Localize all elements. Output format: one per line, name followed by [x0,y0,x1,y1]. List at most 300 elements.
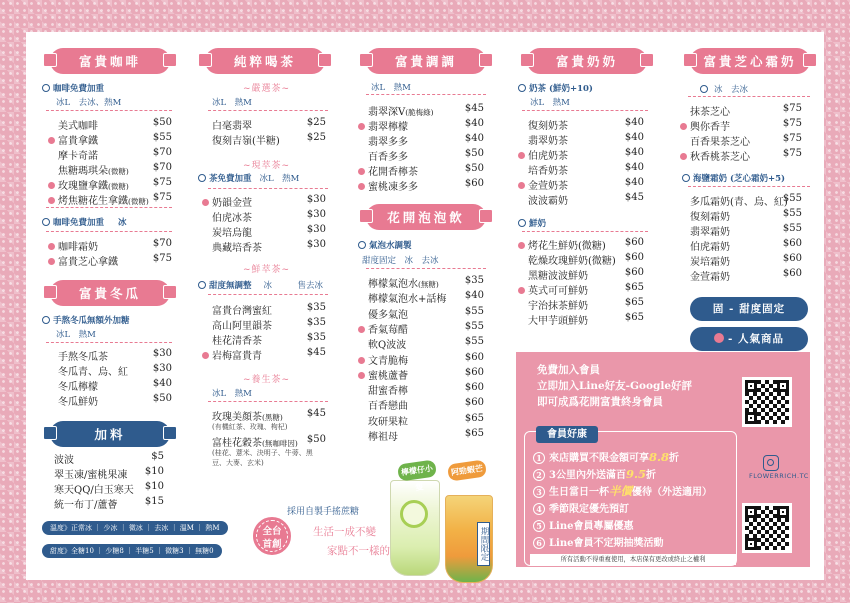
item-name-text: 伯虎奶茶 [528,151,568,162]
item-name [358,367,408,382]
coffee-temp: 冰L 去冰、熱M [56,98,122,108]
popular-dot-icon [358,326,365,333]
item-name-text: 冬瓜檸檬 [58,382,98,393]
menu-item [680,103,802,118]
pure-tea-sub-2: ~現萃茶~ [243,161,291,171]
cheese-header: 富貴芝心霜奶 [690,48,810,74]
item-price: $70 [152,162,172,173]
item-price: $40 [464,133,484,144]
fresh-milk-note: 鮮奶 [518,217,546,229]
item-name-text: 伯虎霜奶 [690,242,730,253]
item-name [48,363,128,378]
item-name-text: 玫瑰美顏茶 [212,412,262,423]
item-name-text: 秋香桃茶芝心 [690,152,750,163]
item-price: $75 [782,148,802,159]
menu-item [48,147,172,162]
popular-dot-icon [518,182,525,189]
membership-benefit [533,483,712,499]
item-name [680,193,788,208]
menu-item [358,118,484,133]
menu-item [358,306,484,321]
menu-item [680,268,802,283]
item-price: $65 [464,428,484,439]
item-name [680,268,730,283]
item-name-text: 抹茶芝心 [690,107,730,118]
item-ingredients: (有機紅茶、玫瑰、枸杞) [212,423,288,431]
item-name-text: 美式咖啡 [58,121,98,132]
item-name [358,148,408,163]
ornament-icon [163,285,177,299]
menu-item [358,367,484,382]
menu-item [680,133,802,148]
item-name-text: 文青脆梅 [368,355,408,367]
item-name-text: 翠玉凍/蜜桃果凍 [54,470,128,481]
menu-item [518,282,644,297]
menu-item [202,317,326,332]
ornament-icon [479,209,493,223]
popular-badge: - 人氣商品 [690,327,808,351]
item-name [202,224,252,239]
item-price: $30 [306,209,326,220]
ornament-icon [359,209,373,223]
ornament-icon [43,285,57,299]
temperature-legend: 溫度》正常冰 ｜ 少冰 ｜ 微冰 ｜ 去冰 ｜ 溫M ｜ 熱M [42,521,228,535]
benefit-text: Line會員專屬優惠 [549,521,634,532]
menu-item [202,239,326,254]
item-name [680,238,730,253]
item-name [48,117,98,132]
item-price: $15 [144,496,164,507]
item-note: (微糖) [128,197,149,206]
item-name [518,282,588,297]
item-name [358,352,408,367]
item-price: $55 [464,336,484,348]
item-name [44,451,74,466]
popular-dot-icon [680,123,687,130]
note-icon [42,218,50,226]
item-price: $40 [464,290,484,302]
menu-item [48,348,172,363]
menu-item [358,163,484,178]
item-price: $40 [624,147,644,158]
menu-item [202,332,326,347]
item-name-text: 富貴台灣蜜紅 [212,306,272,317]
item-name [48,177,129,192]
item-name [48,162,129,177]
item-name-text: 波波霸奶 [528,196,568,207]
menu-item [518,192,644,207]
coffee-note-2: 咖啡免費加重 冰 [42,216,127,228]
item-name [48,192,149,207]
item-price: $60 [624,237,644,248]
menu-item [518,267,644,282]
ornament-icon [359,53,373,67]
menu-item [202,194,326,209]
menu-item [48,192,172,207]
menu-item [518,252,644,267]
item-name [358,306,408,321]
item-name [48,348,108,363]
menu-item [680,148,802,163]
item-name-text: 英式可可鮮奶 [528,286,588,297]
item-name [518,267,588,282]
item-name-text: 金萱霜奶 [690,272,730,283]
menu-item [680,193,802,208]
item-name [680,253,730,268]
menu-item [48,238,172,253]
menu-item [202,132,326,147]
menu-item [358,336,484,351]
item-ingredients: (桂花、薏米、決明子、牛蒡、黑豆、大麥、玄米) [212,449,313,467]
popular-dot-icon [358,183,365,190]
coffee-header [50,48,170,74]
item-name-text: 優多氣泡 [368,309,408,321]
first-in-taiwan-stamp: 全台首創 [253,517,291,555]
divider [208,401,328,402]
benefit-number: 2 [533,469,545,481]
pure-tea-sub-4: ~養生茶~ [243,375,291,385]
item-price: $60 [782,268,802,279]
item-name-text: 蜜桃蘆薈 [368,370,408,382]
item-name [358,382,408,397]
menu-item [358,133,484,148]
signature-temp: 冰L 熱M [371,83,411,93]
item-name [202,434,298,449]
item-name [518,147,568,162]
item-price: $60 [464,382,484,394]
membership-ad: 免費加入會員 立即加入Line好友-Google好評 即可成爲花開富貴終身會員 [537,364,693,408]
note-icon [518,84,526,92]
item-name [358,428,398,443]
item-name [48,378,98,393]
popular-dot-icon [518,152,525,159]
ornament-icon [318,53,332,67]
menu-item [358,178,484,193]
item-note: (微糖) [108,182,129,191]
item-name [680,223,730,238]
pure-tea-note-2: 茶免費加重 冰L 熱M [198,172,299,184]
benefit-text-suffix: 折 [645,470,656,481]
menu-item [680,238,802,253]
menu-item [48,162,172,177]
popular-dot-icon [518,242,525,249]
menu-item [48,378,172,393]
line-qr-code[interactable] [742,377,792,427]
item-price: $45 [306,408,326,419]
item-name-text: 翡翠檸檬 [368,122,408,133]
divider [522,231,648,232]
pure-tea-temp-1: 冰L 熱M [212,98,252,108]
menu-item [518,147,644,162]
wintermelon-header: 富貴冬瓜 [50,280,170,306]
divider [208,188,328,189]
popular-dot-icon [48,137,55,144]
popular-dot-icon [358,168,365,175]
item-name [44,481,134,496]
item-name [358,118,408,133]
item-name-text: 富桂花穀茶 [212,438,262,449]
item-price: $60 [624,267,644,278]
benefit-highlight: 9.5 [625,467,646,481]
note-icon [682,174,690,182]
menu-item [358,352,484,367]
item-price: $65 [624,312,644,323]
item-price: $55 [782,208,802,219]
item-name [202,209,252,224]
menu-item [358,321,484,336]
item-name-text: 奶韻金萱 [212,198,252,209]
item-name-text: 翡翠多多 [368,137,408,148]
divider [208,110,328,111]
item-name [518,192,568,207]
item-price: $40 [624,132,644,143]
item-name-text: 高山阿里韻茶 [212,321,272,332]
benefit-number: 5 [533,520,545,532]
menu-item [44,451,164,466]
divider [688,186,810,187]
menu-item [680,223,802,238]
menu-item [48,393,172,408]
item-name [202,347,262,362]
item-name [680,103,730,118]
item-name-text: 蜜桃凍多多 [368,182,418,193]
item-price: $65 [624,297,644,308]
item-name [202,132,280,147]
item-price: $75 [782,118,802,129]
pure-tea-sub-1: ~嚴選茶~ [243,84,291,94]
item-name-text: 炭培霜奶 [690,257,730,268]
menu-item [518,132,644,147]
item-name [48,393,98,408]
menu-item [358,382,484,397]
membership-title: 會員好康 [536,426,598,443]
item-price: $50 [464,163,484,174]
popular-dot-icon [358,123,365,130]
item-name-text: 焦糖瑪琪朵 [58,166,108,177]
toppings-header: 加料 [50,421,170,447]
item-name-text: 玫研果粒 [368,416,408,428]
item-name [48,238,98,253]
note-icon [42,316,50,324]
benefit-text-suffix: 折 [669,453,680,464]
item-price: $75 [782,133,802,144]
instagram-qr-code[interactable] [742,503,792,553]
item-price: $65 [464,412,484,424]
item-name [358,103,434,118]
benefit-text: 來店購買不限金額可享 [549,453,649,464]
divider [46,110,172,111]
benefit-text: 3公里內外送滿百 [549,470,626,481]
coffee-note: 咖啡免費加重 [42,82,104,94]
item-name [202,408,283,423]
ornament-icon [640,53,654,67]
bubble-note: 氣泡水調製 [358,239,412,251]
divider [366,94,486,95]
instagram-handle[interactable]: FLOWERRICH.TC [749,472,809,480]
milk-tea-temp: 冰L 熱M [530,98,570,108]
ornament-icon [520,53,534,67]
benefit-number: 3 [533,486,545,498]
ornament-icon [683,53,697,67]
menu-item [202,347,326,362]
item-name [48,147,98,162]
item-name-text: 軟Q波波 [368,340,407,352]
item-price: $25 [306,117,326,128]
item-name [202,194,252,209]
lemon-slice-icon [400,500,428,528]
item-name [680,118,730,133]
item-name-text: 復刻奶茶 [528,121,568,132]
item-name [358,397,408,412]
benefit-number: 1 [533,452,545,464]
divider [366,268,486,269]
note-icon [42,84,50,92]
item-price: $35 [306,302,326,313]
item-price: $30 [152,363,172,374]
benefit-text: 季節限定優先預訂 [549,504,629,515]
menu-item [358,275,484,290]
membership-benefit [533,534,663,549]
item-price: $60 [464,178,484,189]
menu-item [680,253,802,268]
item-price: $75 [782,103,802,114]
item-name-text: 金萱奶茶 [528,181,568,192]
benefit-highlight: 8.8 [649,450,670,464]
item-price: $60 [624,252,644,263]
popular-dot-icon [358,372,365,379]
item-name-text: 冬瓜青、烏、紅 [58,367,128,378]
item-name [518,237,606,252]
menu-item [358,428,484,443]
item-name [358,321,408,336]
item-name-text: 烤花生鮮奶(微糖) [528,241,606,252]
divider [522,110,648,111]
item-price: $10 [144,481,164,492]
popular-dot-icon [518,287,525,294]
item-price: $40 [464,118,484,129]
item-note: (無咖啡因) [262,439,298,448]
item-price: $10 [144,466,164,477]
item-price: $65 [624,282,644,293]
ornament-icon [43,426,57,440]
item-name-text: 波波 [54,455,74,466]
item-price: $45 [306,347,326,358]
item-price: $75 [152,253,172,264]
item-name [44,466,127,481]
item-note: (脆梅綠) [405,108,434,117]
item-name [518,132,568,147]
item-name-text: 玫瑰鹽拿鐵 [58,181,108,192]
item-name-text: 香氣莓醋 [368,324,408,336]
instagram-icon[interactable] [763,455,779,471]
item-name [358,413,408,428]
ornament-icon [198,53,212,67]
item-price: $50 [306,434,326,445]
menu-item [48,132,172,147]
sugar-tagline: 採用自製手搖蔗糖 [287,507,360,517]
item-name [518,162,568,177]
note-icon [198,281,206,289]
lemon-drink-image [390,480,440,576]
membership-benefit [533,500,629,515]
item-price: $35 [464,275,484,286]
menu-item [202,302,326,317]
item-name-text: 檸檬氣泡水 [368,279,418,290]
membership-benefit [533,466,656,481]
item-price: $45 [624,192,644,203]
item-price: $60 [782,253,802,264]
item-name [358,275,439,290]
cheese-note-2: 海鹽霜奶 (芝心霜奶+5) [682,172,785,184]
lemon-sign: 檸檬仔小隻 [397,459,437,481]
bubble-temp: 甜度固定 冰 去冰 [362,256,439,266]
menu-item [48,117,172,132]
item-name-text: 伯虎冰茶 [212,213,252,224]
menu-item [358,397,484,412]
item-price: $75 [152,192,172,203]
item-name [202,117,252,132]
popular-dot-icon [48,258,55,265]
menu-item [358,413,484,428]
menu-item [48,253,172,268]
menu-item [44,466,164,481]
item-name-text: 復刻吉嶺(半糖) [212,136,280,147]
item-price: $70 [152,238,172,249]
item-price: $55 [464,320,484,332]
popular-dot-icon [202,352,209,359]
item-price: $35 [306,332,326,343]
item-note: (微糖) [108,167,129,176]
item-price: $55 [152,132,172,143]
item-price: $30 [306,224,326,235]
menu-item [518,117,644,132]
item-name-text: 黑糖波波鮮奶 [528,271,588,282]
item-name [358,178,418,193]
menu-item [202,224,326,239]
note-icon [198,174,206,182]
menu-item [358,290,484,305]
item-price: $50 [464,148,484,159]
menu-item [202,117,326,132]
wintermelon-note: 手熬冬瓜無額外加糖 [42,314,130,326]
item-note: (無糖) [418,280,439,289]
item-price: $35 [306,317,326,328]
milk-tea-header: 富貴奶奶 [527,48,647,74]
item-price: $30 [152,348,172,359]
item-name-text: 摩卡奇諾 [58,151,98,162]
popular-dot-icon [680,153,687,160]
item-name-text: 冬瓜鮮奶 [58,397,98,408]
item-price: $40 [624,177,644,188]
item-name-text: 花開香檸茶 [368,167,418,178]
item-name [518,117,568,132]
bubble-header: 花開泡泡飲 [366,204,486,230]
membership-footnote: 所有活動不得重複使用，本店保有更改或終止之權利 [530,554,736,565]
menu-item [44,496,164,511]
item-price: $5 [151,451,164,462]
menu-item [518,162,644,177]
cheese-temp: 冰 去冰 [700,83,748,95]
item-note: (黑糖) [262,413,283,422]
benefit-highlight: 半價 [609,484,632,498]
wintermelon-temp: 冰L 熱M [56,330,96,340]
item-name [518,297,588,312]
item-name-text: 烤焦糖花生拿鐵 [58,196,128,207]
item-name-text: 百香戀曲 [368,401,408,413]
item-name-text: 大甲芋頭鮮奶 [528,316,588,327]
item-name-text: 甜蜜香檸 [368,386,408,398]
item-price: $55 [782,223,802,234]
